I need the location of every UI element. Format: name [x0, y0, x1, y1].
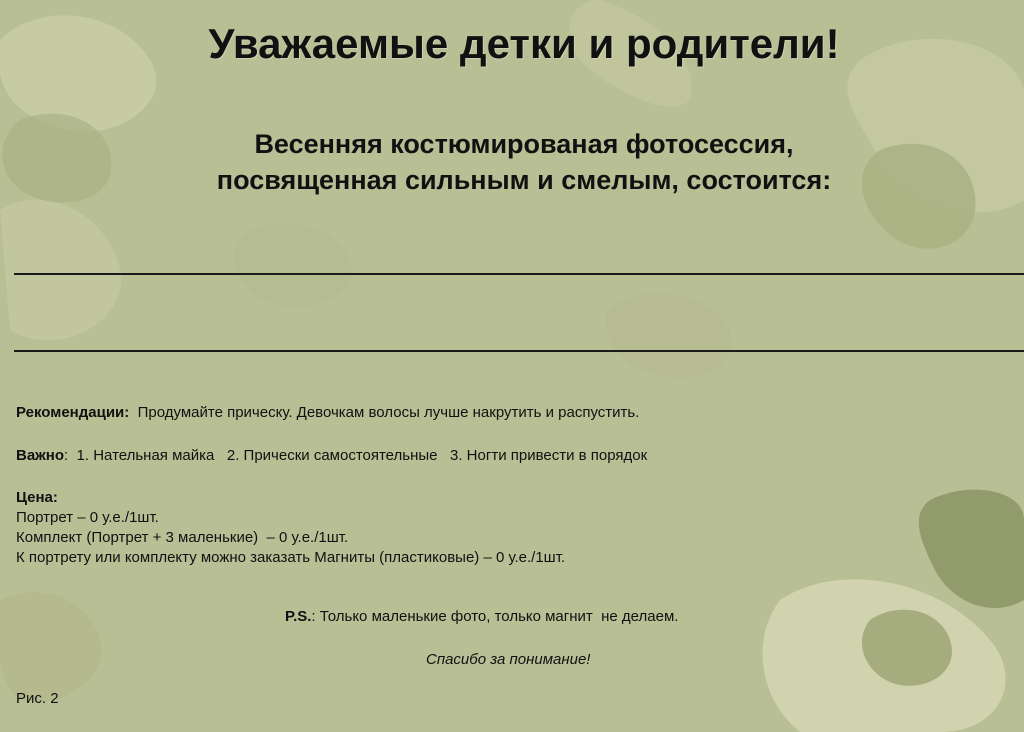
- important-label: Важно: [16, 447, 65, 464]
- price-line-set: Комплект (Портрет + 3 маленькие) – 0 у.е./1шт.: [16, 529, 349, 546]
- price-line-portrait: Портрет – 0 у.е./1шт.: [16, 509, 159, 526]
- announcement-line-2: посвященная сильным и смелым, состоится:: [216, 165, 832, 195]
- ps-label: P.S.: [285, 608, 312, 625]
- figure-label: Рис. 2: [16, 690, 59, 707]
- fill-in-line-1: [14, 273, 1024, 275]
- recommendations-text: Продумайте прическу. Девочкам волосы лучше накрутить и распустить.: [137, 404, 640, 421]
- price-section: [16, 488, 565, 568]
- event-announcement: [0, 126, 1024, 198]
- announcement-line-1: Весенняя костюмированая фотосессия,: [254, 129, 794, 159]
- important-paragraph: [16, 446, 647, 466]
- recommendations-label: Рекомендации:: [16, 404, 130, 421]
- fill-in-line-2: [14, 350, 1024, 352]
- important-text: : 1. Нательная майка 2. Прически самостоятельные 3. Ногти привести в порядок: [64, 447, 648, 464]
- postscript: [285, 607, 678, 627]
- page-title: Уважаемые детки и родители!: [208, 20, 840, 67]
- ps-text: : Только маленькие фото, только магнит не делаем.: [311, 608, 679, 625]
- thanks-note: Спасибо за понимание!: [426, 651, 591, 668]
- price-line-magnets: К портрету или комплекту можно заказать Магниты (пластиковые) – 0 у.е./1шт.: [16, 549, 566, 566]
- recommendations-paragraph: [16, 403, 639, 423]
- price-label: Цена:: [16, 489, 58, 506]
